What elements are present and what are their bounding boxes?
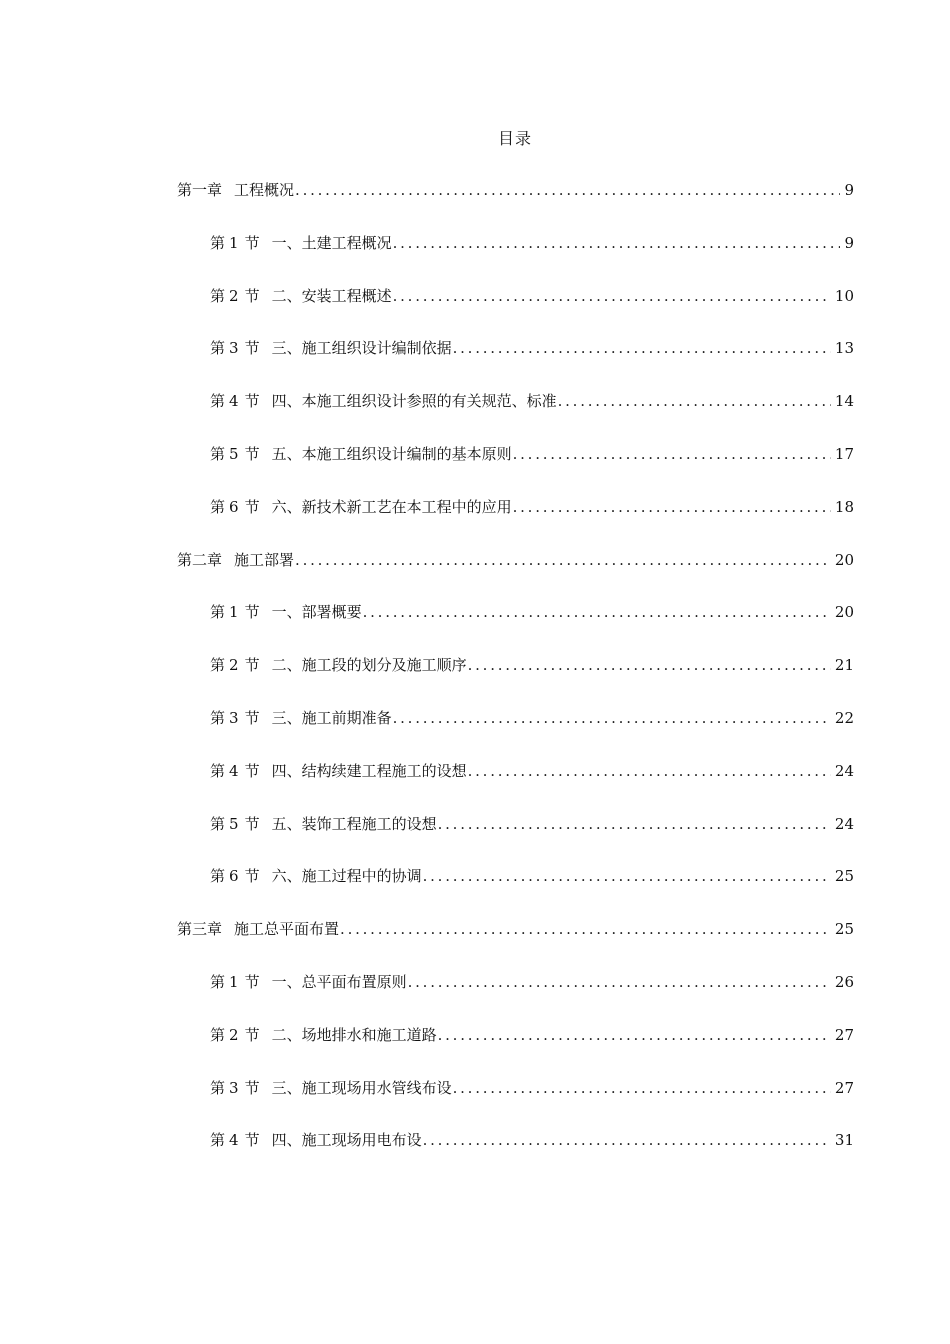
- section-prefix: 第: [210, 814, 226, 833]
- section-unit: 节: [244, 286, 260, 305]
- section-number: 4: [229, 1131, 239, 1150]
- section-prefix: 第: [210, 339, 226, 358]
- dot-leader: [513, 444, 831, 464]
- section-number: 6: [229, 497, 239, 516]
- section-number: 4: [229, 761, 239, 780]
- section-unit: 节: [244, 709, 260, 727]
- section-prefix: 第: [210, 286, 226, 305]
- chapter-prefix: 第三章: [177, 920, 223, 939]
- section-unit: 节: [244, 445, 260, 463]
- toc-section-entry[interactable]: [210, 866, 854, 886]
- section-unit: 节: [244, 392, 260, 411]
- toc-section-entry[interactable]: [210, 391, 854, 411]
- section-prefix: 第: [210, 233, 226, 252]
- toc-section-entry[interactable]: [210, 972, 854, 992]
- toc-section-entry[interactable]: [210, 655, 854, 675]
- section-unit: 节: [244, 973, 260, 991]
- dot-leader: [295, 180, 840, 200]
- toc-section-entry[interactable]: [210, 233, 854, 253]
- section-prefix: 第: [210, 761, 226, 780]
- entry-title: 五、装饰工程施工的设想: [271, 814, 437, 833]
- entry-page-number: 10: [834, 286, 854, 305]
- dot-leader: [423, 866, 831, 886]
- section-unit: 节: [244, 603, 260, 622]
- entry-title: 四、本施工组织设计参照的有关规范、标准: [271, 392, 557, 411]
- section-number: 6: [229, 867, 239, 886]
- chapter-prefix: 第二章: [177, 550, 223, 569]
- entry-page-number: 27: [834, 1025, 854, 1044]
- entry-page-number: 25: [834, 920, 854, 939]
- toc-section-entry[interactable]: [210, 1025, 854, 1045]
- section-number: 1: [229, 973, 239, 991]
- section-number: 1: [229, 233, 239, 252]
- section-number: 3: [229, 1078, 239, 1097]
- dot-leader: [393, 708, 831, 728]
- dot-leader: [453, 338, 831, 358]
- dot-leader: [513, 497, 831, 517]
- entry-page-number: 22: [834, 709, 854, 727]
- dot-leader: [468, 761, 831, 781]
- entry-page-number: 21: [834, 656, 854, 675]
- dot-leader: [438, 1025, 831, 1045]
- entry-page-number: 9: [844, 181, 854, 199]
- section-number: 5: [229, 445, 239, 463]
- entry-page-number: 24: [834, 814, 854, 833]
- section-unit: 节: [244, 497, 260, 516]
- entry-page-number: 26: [834, 973, 854, 991]
- entry-title: 三、施工现场用水管线布设: [271, 1078, 452, 1097]
- section-number: 2: [229, 656, 239, 675]
- toc-section-entry[interactable]: [210, 1130, 854, 1150]
- section-unit: 节: [244, 867, 260, 886]
- entry-title: 一、总平面布置原则: [271, 973, 407, 991]
- dot-leader: [558, 391, 831, 411]
- entry-page-number: 27: [834, 1078, 854, 1097]
- entry-page-number: 25: [834, 867, 854, 886]
- section-unit: 节: [244, 339, 260, 358]
- section-unit: 节: [244, 1078, 260, 1097]
- entry-title: 六、施工过程中的协调: [271, 867, 422, 886]
- entry-page-number: 9: [844, 233, 854, 252]
- toc-title: 目录: [497, 129, 532, 148]
- entry-page-number: 18: [834, 497, 854, 516]
- toc-section-entry[interactable]: [210, 708, 854, 728]
- dot-leader: [468, 655, 831, 675]
- chapter-prefix: 第一章: [177, 181, 223, 199]
- dot-leader: [453, 1078, 831, 1098]
- section-number: 3: [229, 709, 239, 727]
- toc-chapter-entry[interactable]: [177, 919, 854, 939]
- toc-section-entry[interactable]: [210, 602, 854, 622]
- entry-title: 六、新技术新工艺在本工程中的应用: [271, 497, 512, 516]
- section-prefix: 第: [210, 867, 226, 886]
- toc-section-entry[interactable]: [210, 444, 854, 464]
- section-prefix: 第: [210, 1131, 226, 1150]
- entry-title: 一、土建工程概况: [271, 233, 392, 252]
- toc-section-entry[interactable]: [210, 286, 854, 306]
- toc-section-entry[interactable]: [210, 1078, 854, 1098]
- section-prefix: 第: [210, 603, 226, 622]
- entry-title: 施工部署: [234, 550, 295, 569]
- entry-page-number: 31: [834, 1131, 854, 1150]
- entry-page-number: 14: [834, 392, 854, 411]
- section-prefix: 第: [210, 973, 226, 991]
- section-number: 5: [229, 814, 239, 833]
- section-prefix: 第: [210, 445, 226, 463]
- dot-leader: [408, 972, 831, 992]
- section-prefix: 第: [210, 1078, 226, 1097]
- section-number: 2: [229, 286, 239, 305]
- dot-leader: [340, 919, 831, 939]
- section-unit: 节: [244, 814, 260, 833]
- dot-leader: [295, 550, 831, 570]
- toc-section-entry[interactable]: [210, 761, 854, 781]
- section-unit: 节: [244, 1131, 260, 1150]
- entry-title: 五、本施工组织设计编制的基本原则: [271, 445, 512, 463]
- section-number: 2: [229, 1025, 239, 1044]
- section-prefix: 第: [210, 656, 226, 675]
- dot-leader: [393, 233, 841, 253]
- entry-title: 施工总平面布置: [234, 920, 340, 939]
- entry-title: 三、施工组织设计编制依据: [271, 339, 452, 358]
- section-prefix: 第: [210, 1025, 226, 1044]
- section-prefix: 第: [210, 497, 226, 516]
- entry-title: 二、场地排水和施工道路: [271, 1025, 437, 1044]
- entry-title: 工程概况: [234, 181, 295, 199]
- entry-page-number: 13: [834, 339, 854, 358]
- section-unit: 节: [244, 1025, 260, 1044]
- section-prefix: 第: [210, 709, 226, 727]
- entry-title: 四、施工现场用电布设: [271, 1131, 422, 1150]
- toc-section-entry[interactable]: [210, 497, 854, 517]
- entry-title: 四、结构续建工程施工的设想: [271, 761, 467, 780]
- entry-title: 二、施工段的划分及施工顺序: [271, 656, 467, 675]
- entry-page-number: 24: [834, 761, 854, 780]
- toc-section-entry[interactable]: [210, 338, 854, 358]
- entry-page-number: 20: [834, 550, 854, 569]
- section-number: 4: [229, 392, 239, 411]
- toc-chapter-entry[interactable]: [177, 550, 854, 570]
- dot-leader: [438, 814, 831, 834]
- toc-chapter-entry[interactable]: [177, 180, 854, 200]
- section-number: 1: [229, 603, 239, 622]
- entry-title: 一、部署概要: [271, 603, 362, 622]
- section-prefix: 第: [210, 392, 226, 411]
- section-number: 3: [229, 339, 239, 358]
- dot-leader: [393, 286, 831, 306]
- section-unit: 节: [244, 761, 260, 780]
- toc-section-entry[interactable]: [210, 814, 854, 834]
- section-unit: 节: [244, 656, 260, 675]
- section-unit: 节: [244, 233, 260, 252]
- dot-leader: [423, 1130, 831, 1150]
- entry-title: 三、施工前期准备: [271, 709, 392, 727]
- entry-page-number: 17: [834, 445, 854, 463]
- entry-page-number: 20: [834, 603, 854, 622]
- dot-leader: [363, 602, 831, 622]
- entry-title: 二、安装工程概述: [271, 286, 392, 305]
